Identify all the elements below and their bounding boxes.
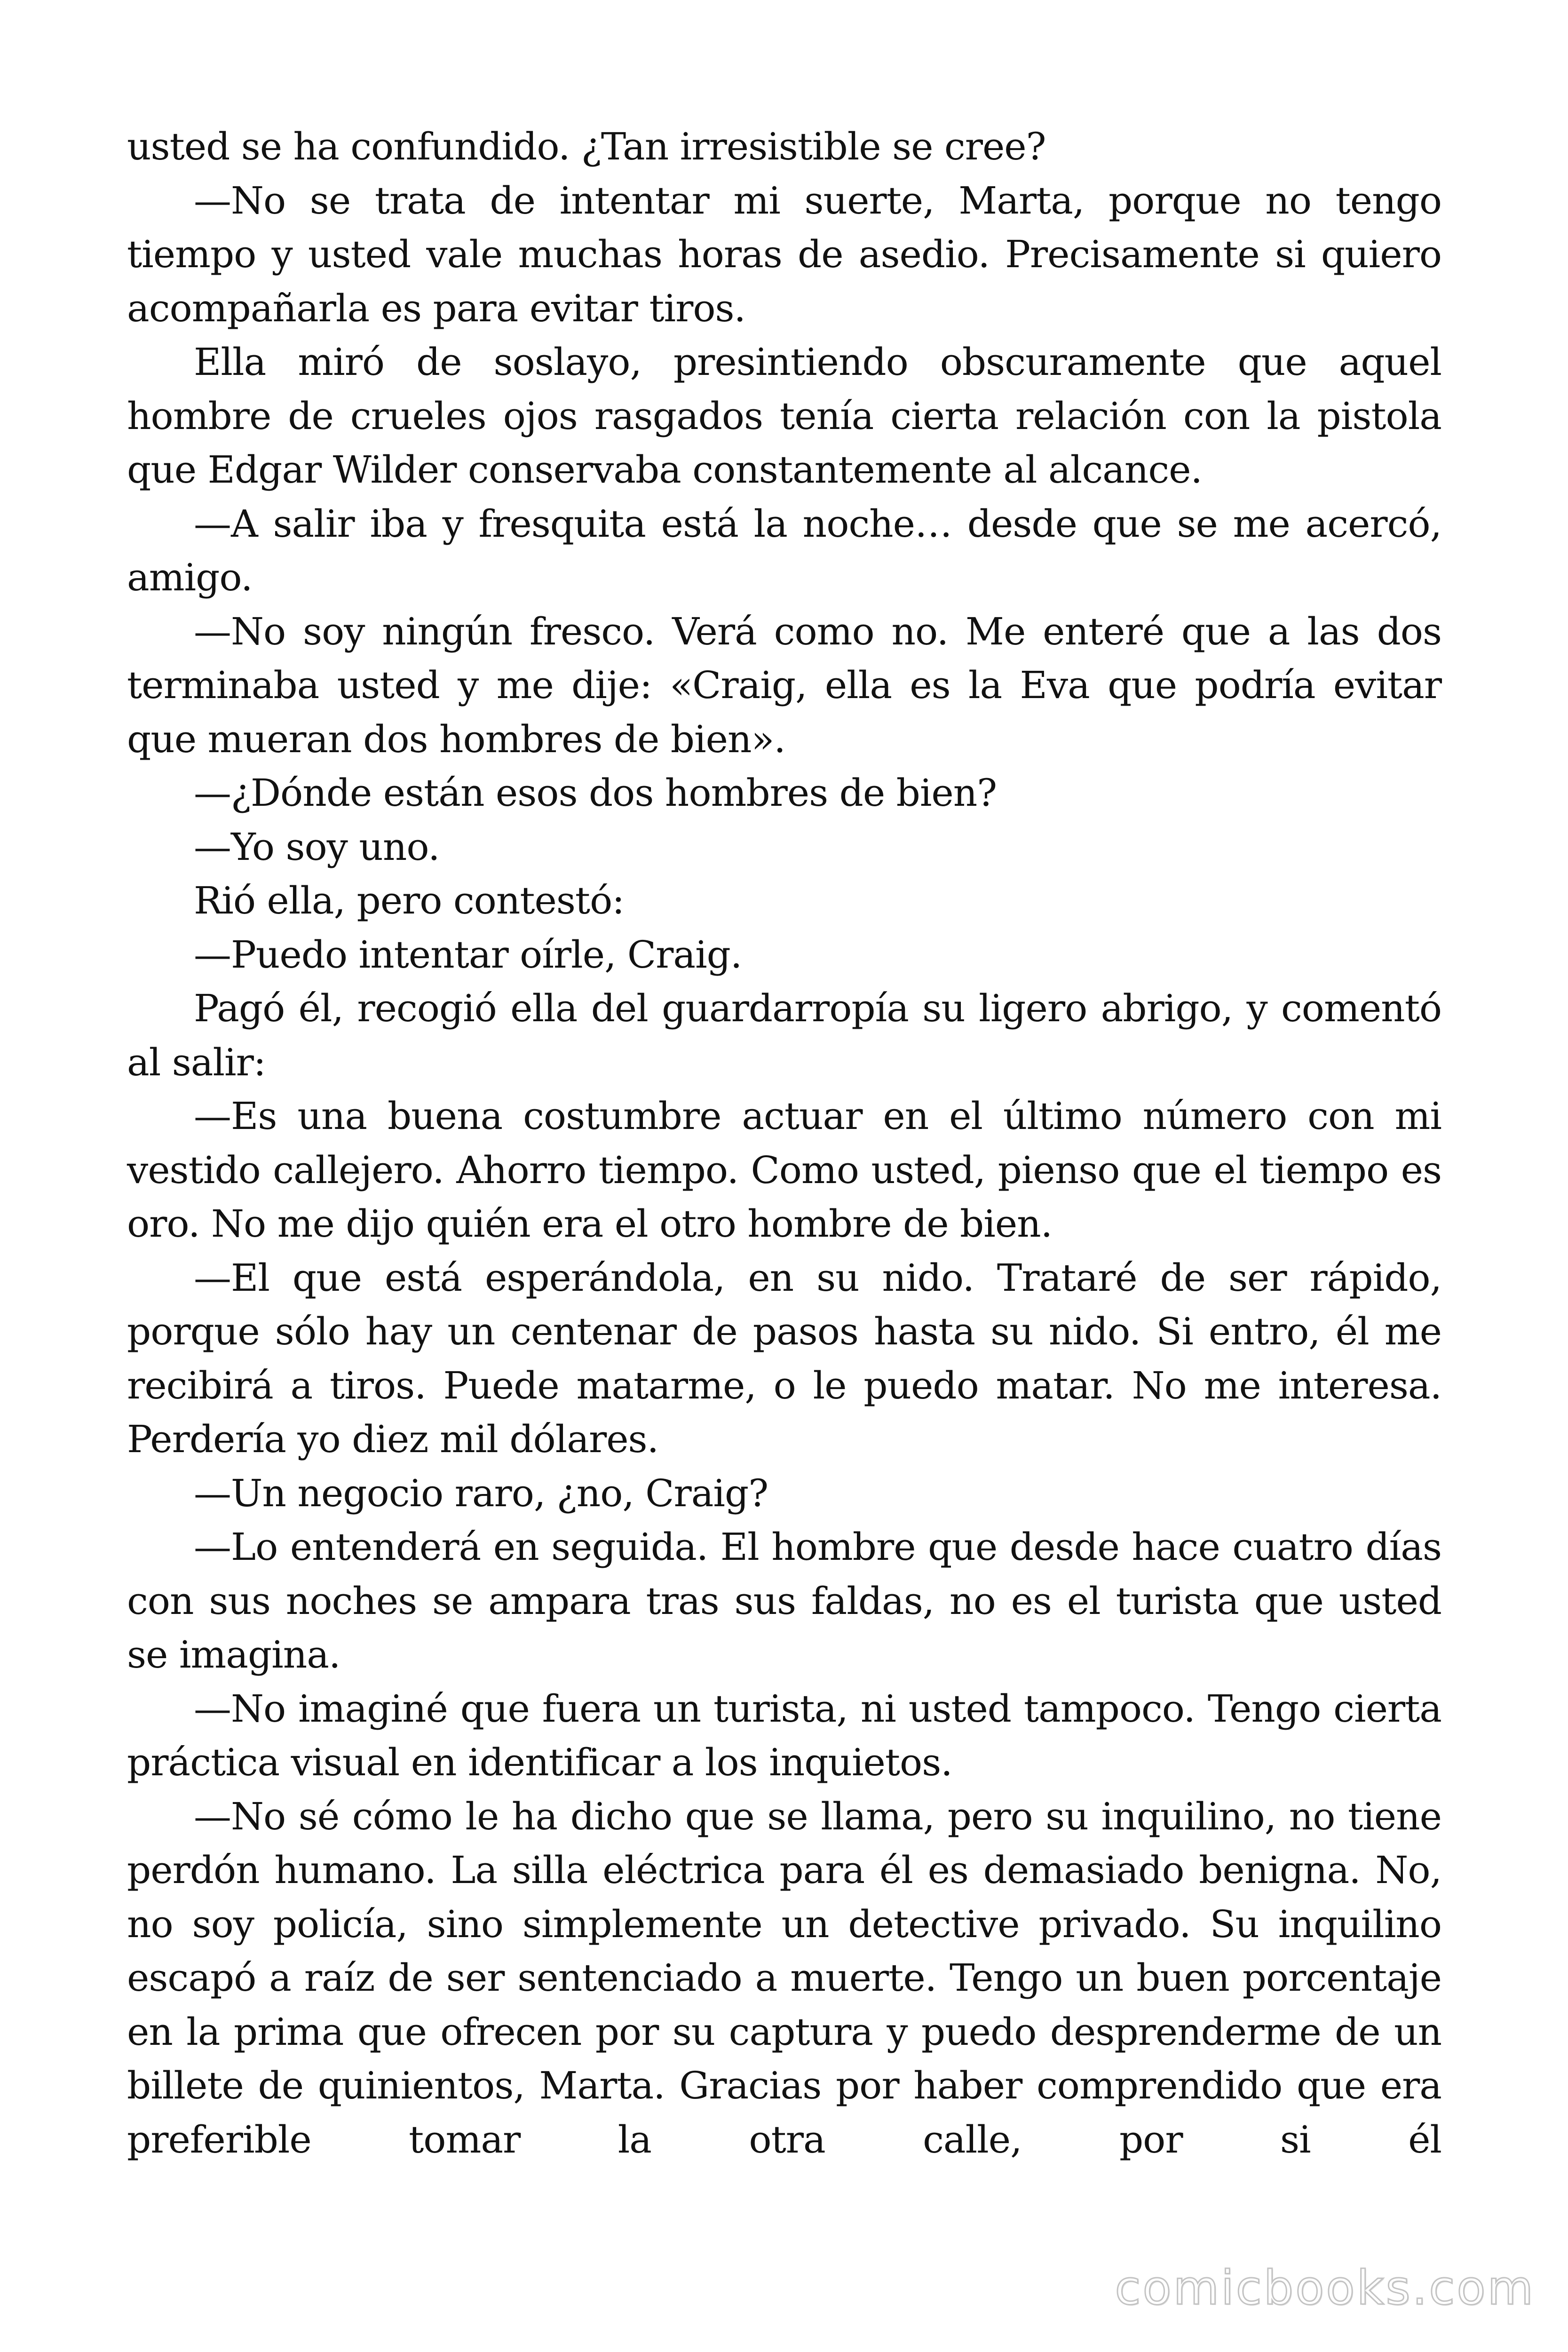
paragraph-1: usted se ha confundido. ¿Tan irresistible se cree? [127,125,1046,168]
watermark: comicbooks.com [1115,2260,1535,2315]
paragraph-4: —A salir iba y fresquita está la noche… desde que se me acercó, amigo. [127,501,1441,599]
paragraph-6: —¿Dónde están esos dos hombres de bien? [194,771,997,815]
paragraph-8: Rió ella, pero contestó: [194,879,625,922]
paragraph-16: —No sé cómo le ha dicho que se llama, pero su inquilino, no tiene perdón humano. La silla eléctrica para él es demasiado benigna. No, no soy policía, sino simplemente un detective privado. Su inquilino escapó a raíz de ser sentenciado a muerte. Tengo un buen porcentaje en la prima que ofrecen por su captura y puedo desprenderme de un billete de quinientos, Marta. Gracias por haber comprendido que era preferible tomar la otra calle, por si él [127,1794,1441,2161]
paragraph-5: —No soy ningún fresco. Verá como no. Me enteré que a las dos terminaba usted y me dije: «Craig, ella es la Eva que podría evitar que mueran dos hombres de bien». [127,609,1441,761]
paragraph-7: —Yo soy uno. [194,825,440,869]
paragraph-2: —No se trata de intentar mi suerte, Marta, porque no tengo tiempo y usted vale muchas horas de asedio. Precisamente si quiero acompañarla es para evitar tiros. [127,178,1441,330]
paragraph-9: —Puedo intentar oírle, Craig. [194,932,742,977]
paragraph-12: —El que está esperándola, en su nido. Trataré de ser rápido, porque sólo hay un centenar de pasos hasta su nido. Si entro, él me recibirá a tiros. Puede matarme, o le puedo matar. No me interesa. Perdería yo diez mil dólares. [127,1255,1441,1461]
paragraph-13: —Un negocio raro, ¿no, Craig? [194,1471,768,1515]
page-body-text [127,120,1441,2167]
paragraph-11: —Es una buena costumbre actuar en el último número con mi vestido callejero. Ahorro tiempo. Como usted, pienso que el tiempo es oro. No me dijo quién era el otro hombre de bien. [127,1094,1441,1246]
paragraph-15: —No imaginé que fuera un turista, ni usted tampoco. Tengo cierta práctica visual en identificar a los inquietos. [127,1686,1441,1784]
paragraph-14: —Lo entenderá en seguida. El hombre que desde hace cuatro días con sus noches se ampara tras sus faldas, no es el turista que usted se imagina. [127,1525,1441,1677]
paragraph-10: Pagó él, recogió ella del guardarropía su ligero abrigo, y comentó al salir: [127,986,1441,1084]
paragraph-3: Ella miró de soslayo, presintiendo obscuramente que aquel hombre de crueles ojos rasgados tenía cierta relación con la pistola que Edgar Wilder conservaba constantemente al alcance. [127,340,1441,492]
